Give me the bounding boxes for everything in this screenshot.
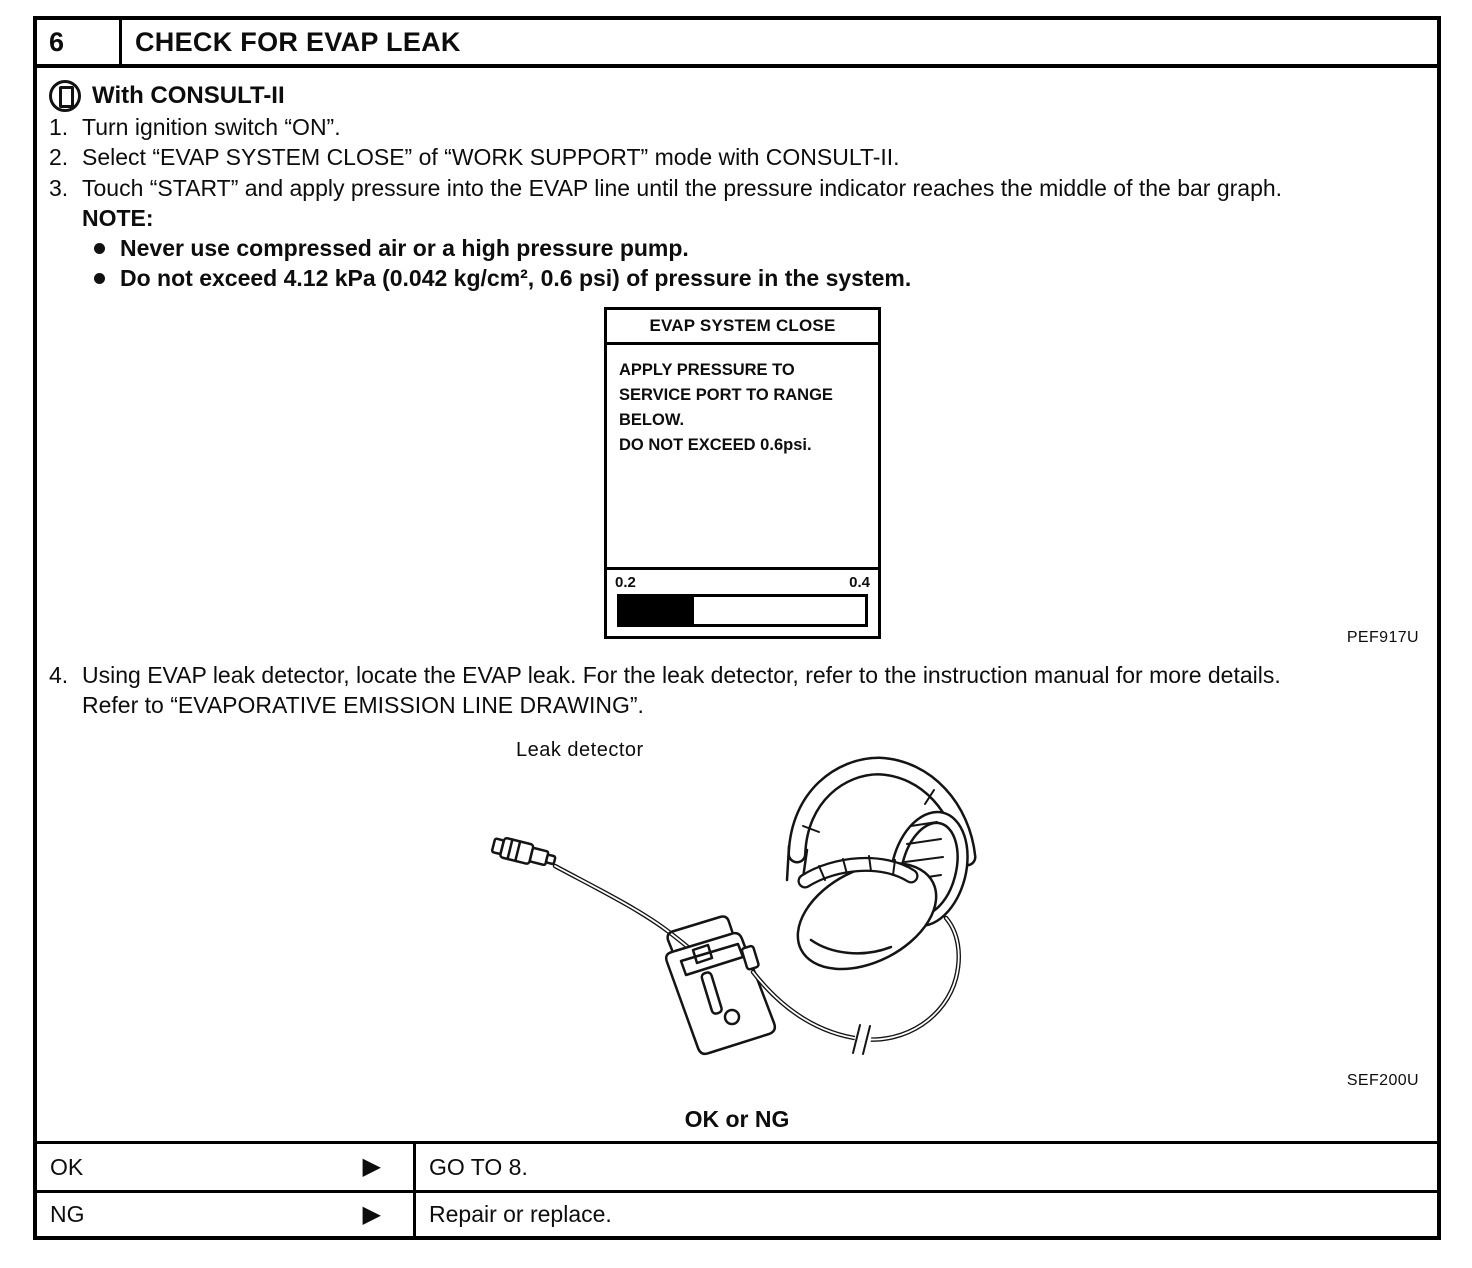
- message-line: APPLY PRESSURE TO: [619, 361, 795, 379]
- step-text: Turn ignition switch “ON”.: [82, 114, 341, 140]
- figure-ref-screen: PEF917U: [1346, 629, 1419, 646]
- table-row-ok: [37, 1144, 1437, 1193]
- message-line: BELOW.: [619, 411, 685, 429]
- step-number: 1.: [49, 114, 69, 140]
- note-text: Never use compressed air or a high pressure pump.: [120, 235, 689, 261]
- action-cell: GO TO 8.: [429, 1153, 528, 1180]
- step-1: [49, 114, 341, 141]
- result-label: OK or NG: [684, 1106, 790, 1132]
- message-line: DO NOT EXCEED 0.6psi.: [619, 436, 812, 454]
- gauge-bar: [617, 594, 868, 627]
- action-cell: Repair or replace.: [429, 1201, 612, 1227]
- detector-button: [725, 1010, 739, 1024]
- bullet-icon: [94, 243, 105, 254]
- pressure-gauge: [607, 567, 878, 636]
- consult-ii-icon: [49, 80, 81, 112]
- detector-body: [666, 917, 775, 1054]
- gauge-fill: [620, 597, 694, 624]
- gauge-labels: [607, 570, 878, 591]
- figure-ref-illustration: SEF200U: [1346, 1072, 1419, 1089]
- step-2: [49, 144, 900, 171]
- step-4: [49, 662, 1281, 689]
- result-table: [37, 1141, 1437, 1236]
- procedure-step-number: 6: [37, 20, 122, 64]
- gauge-min-label: 0.2: [615, 574, 636, 591]
- condition-cell: [37, 1193, 416, 1236]
- table-row-ng: [37, 1193, 1437, 1236]
- step-number: 3.: [49, 175, 69, 201]
- gauge-max-label: 0.4: [849, 574, 870, 591]
- consult-screen: [604, 307, 881, 639]
- headphones: [780, 766, 979, 991]
- consult-heading-label: With CONSULT-II: [92, 82, 285, 109]
- step-text: Using EVAP leak detector, locate the EVAP leak. For the leak detector, refer to the instruction manual for more details.: [82, 662, 1281, 688]
- consult-screen-title: EVAP SYSTEM CLOSE: [607, 310, 878, 345]
- procedure-header: [37, 20, 1437, 68]
- arrow-right-icon: ▶: [362, 1153, 381, 1180]
- probe-tip: [491, 835, 557, 870]
- step-text: Select “EVAP SYSTEM CLOSE” of “WORK SUPPORT” mode with CONSULT-II.: [82, 144, 900, 170]
- procedure-title: CHECK FOR EVAP LEAK: [135, 26, 461, 57]
- bullet-icon: [94, 273, 105, 284]
- note-label: NOTE:: [82, 205, 154, 231]
- step-number: 2.: [49, 144, 69, 170]
- condition-label: OK: [50, 1153, 84, 1180]
- step-text: Touch “START” and apply pressure into the EVAP line until the pressure indicator reaches the middle of the bar graph.: [82, 175, 1283, 201]
- page-frame: [33, 16, 1441, 1240]
- illustration-caption: Leak detector: [516, 739, 644, 761]
- note-item: [94, 235, 689, 262]
- arrow-right-icon: ▶: [362, 1200, 381, 1228]
- probe-cable: [555, 866, 702, 962]
- note-text: Do not exceed 4.12 kPa (0.042 kg/cm², 0.6 psi) of pressure in the system.: [120, 265, 912, 291]
- note-item: [94, 265, 911, 292]
- step-3: [49, 175, 1282, 202]
- leak-detector-illustration: [459, 754, 1039, 1074]
- condition-cell: [37, 1144, 416, 1190]
- consult-screen-message: [607, 345, 878, 471]
- step-4-continued: Refer to “EVAPORATIVE EMISSION LINE DRAWING”.: [82, 692, 644, 718]
- consult-heading: [49, 80, 285, 112]
- step-number: 4.: [49, 662, 69, 688]
- condition-label: NG: [50, 1201, 85, 1227]
- message-line: SERVICE PORT TO RANGE: [619, 386, 833, 404]
